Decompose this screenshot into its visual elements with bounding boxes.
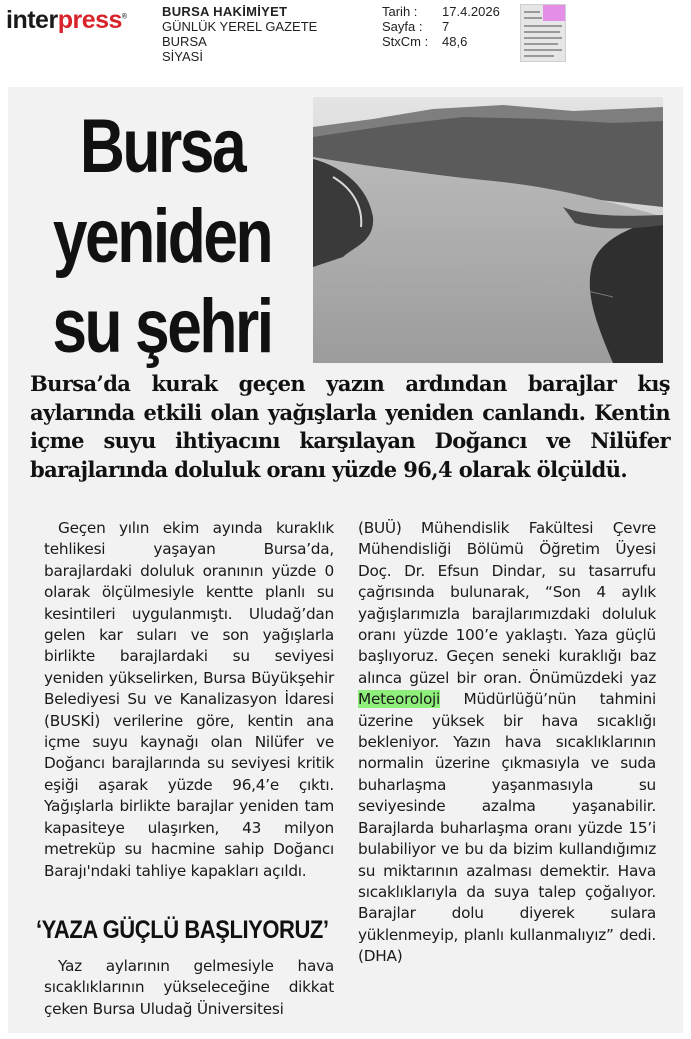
thumbnail-highlight-mark — [543, 5, 565, 21]
stxcm-value: 48,6 — [442, 34, 468, 49]
publication-type: GÜNLÜK YEREL GAZETE — [162, 19, 318, 34]
article-column-2 — [358, 518, 656, 968]
paragraph-3-part-1: (BUÜ) Mühendislik Fakültesi Çevre Mühendisliği Bölümü Öğretim Üyesi Doç. Dr. Efsun Dindar, su tasarrufu çağrısında bulunarak, “Son 4 aylık yağışlarımızla barajlarımızdaki doluluk oranı yüzde 100’e yaklaştı. Yaza güçlü başlıyoruz. Geçen seneki kuraklığı baz alınca güzel bir oran. Önümüzdeki yaz — [358, 519, 656, 687]
article-column-1 — [44, 518, 334, 882]
publication-city: BURSA — [162, 34, 207, 49]
clipping-meta — [382, 4, 500, 49]
page-thumbnail[interactable] — [520, 4, 566, 62]
headline-line-1: Bursa — [79, 104, 245, 189]
publication-section: SİYASİ — [162, 49, 203, 64]
body-paragraph-2: Yaz aylarının gelmesiyle hava sıcaklıklarının yükseleceğine dikkat çeken Bursa Uludağ Üniversitesi — [44, 957, 334, 1018]
page-value: 7 — [442, 19, 450, 34]
date-value: 17.4.2026 — [442, 4, 500, 19]
body-paragraph-1: Geçen yılın ekim ayında kuraklık tehlikesi yaşayan Bursa’da, barajlardaki doluluk oranının yüzde 0 olarak ölçülmesiyle kentte planlı su kesintileri uygulanmıştı. Uludağ’dan gelen kar suları ve son yağışlarla birlikte barajlardaki su seviyesi yeniden yükselirken, Bursa Büyükşehir Belediyesi Su ve Kanalizasyon İdaresi (BUSKİ) verilerine göre, kentin ana içme suyu kaynağı olan Nilüfer ve Doğancı barajlarında su seviyesi kritik eşiği aşarak yüzde 96,4’e çıktı. Yağışlarla birlikte barajlar yeniden tam kapasiteye ulaşırken, 43 milyon metreküp su hacmine sahip Doğancı Barajı'ndaki tahliye kapakları açıldı. — [44, 519, 334, 880]
headline-line-2: yeniden — [52, 194, 272, 279]
page-label: Sayfa : — [382, 19, 423, 34]
logo-text-accent: press — [57, 6, 122, 34]
stxcm-label: StxCm : — [382, 34, 429, 49]
publication-info — [162, 4, 317, 64]
article-headline — [22, 102, 302, 372]
headline-line-3: su şehri — [52, 284, 272, 369]
article-subheading: ‘YAZA GÜÇLÜ BAŞLIYORUZ’ — [36, 916, 329, 944]
logo-text-main: inter — [6, 6, 58, 34]
dam-reservoir-photo — [313, 97, 663, 363]
publication-name: BURSA HAKİMİYET — [162, 4, 288, 19]
highlighted-keyword: Meteoroloji — [358, 690, 441, 709]
interpress-logo — [6, 6, 127, 35]
article-column-1-continued — [44, 956, 334, 1020]
body-paragraph-3 — [358, 518, 656, 968]
paragraph-3-part-2: Müdürlüğü’nün tahmini üzerine yüksek bir hava sıcaklığı bekleniyor. Yazın hava sıcaklıklarının normalin üzerine çıkmasıyla ve suda buharlaşma yaşanmasıyla su seviyesinde azalma yaşanabilir. Barajlarda buharlaşma oranı yüzde 15’i bulabiliyor ve bu da bizim kullandığımız su miktarının azalması demektir. Hava sıcaklıklarıyla da suya talep çoğalıyor. Barajlar dolu diyerek sulara yüklenmeyip, planlı kullanmalıyız” dedi. (DHA) — [358, 690, 656, 966]
logo-registered-mark: ® — [121, 13, 127, 21]
date-label: Tarih : — [382, 4, 418, 19]
article-lead: Bursa’da kurak geçen yazın ardından barajlar kış aylarında etkili olan yağışlarla yeniden canlandı. Kentin içme suyu ihtiyacını karşılayan Doğancı ve Nilüfer barajlarında doluluk oranı yüzde 96,4 olarak ölçüldü. — [30, 371, 670, 482]
clipping-header — [0, 0, 691, 85]
